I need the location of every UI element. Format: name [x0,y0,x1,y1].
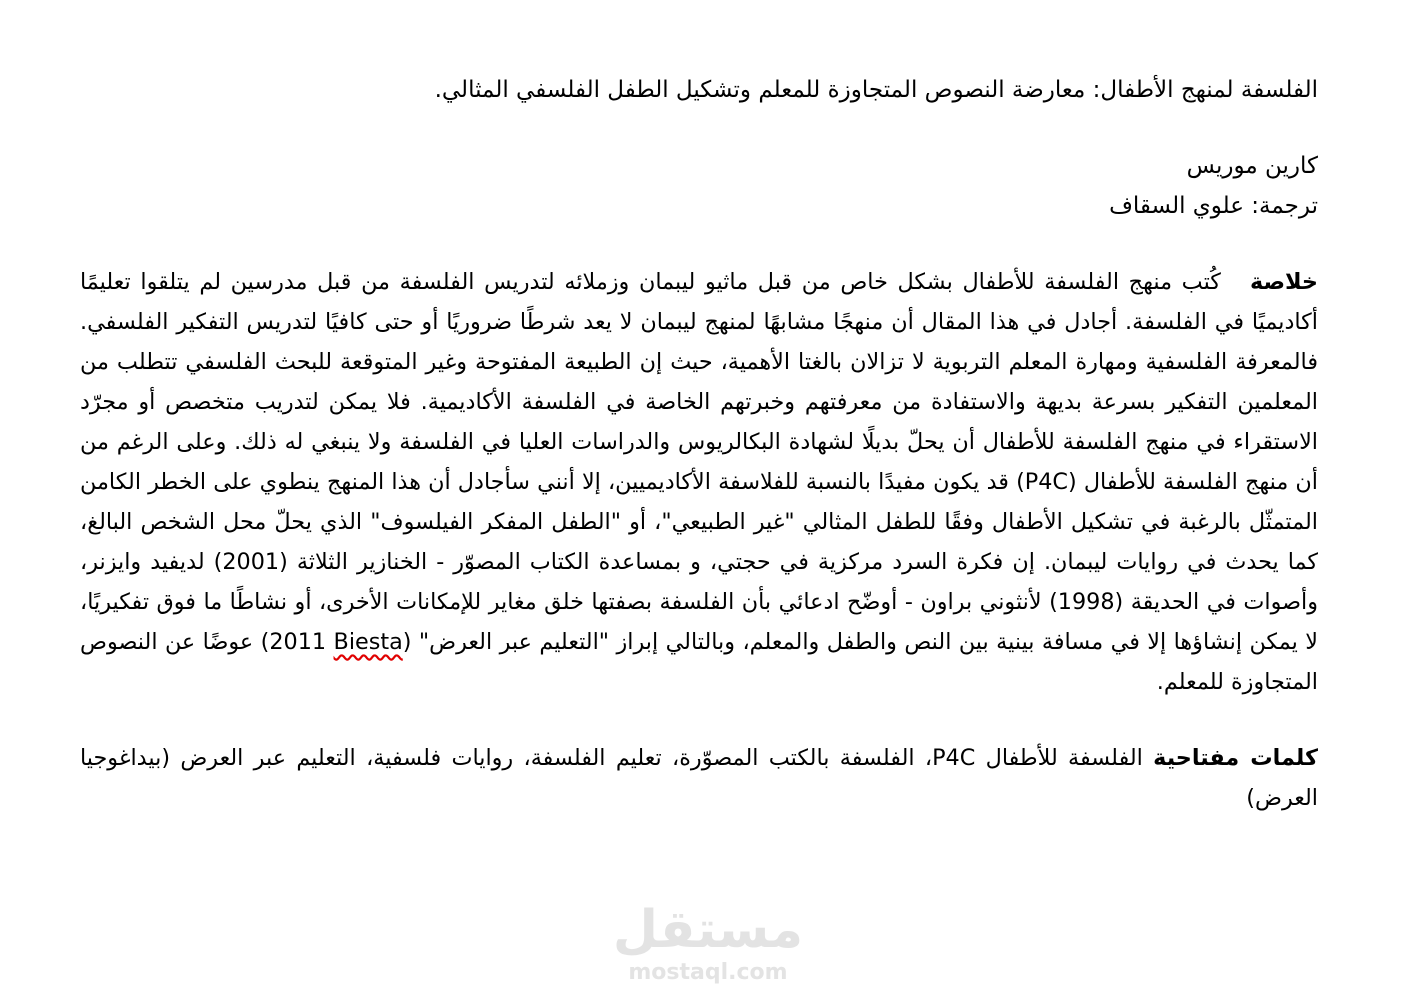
author-name: كارين موريس [1186,153,1318,179]
abstract-paragraph [80,262,1318,702]
keywords-heading: كلمات مفتاحية [1153,745,1318,771]
mostaql-watermark [608,900,808,986]
abstract-citation-name: Biesta [333,629,403,655]
document-page [80,70,1318,818]
watermark-url: mostaql.com [628,960,788,985]
abstract-text-part1: كُتب منهج الفلسفة للأطفال بشكل خاص من قبل ماثيو ليبمان وزملائه لتدريس الفلسفة من قبل مدرسين لم يتلقوا تعليمًا أكاديميًا في الفلسفة. أجادل في هذا المقال أن منهجًا مشابهًا لمنهج ليبمان لا يعد شرطًا ضروريًا أو حتى كافيًا لتدريس التفكير الفلسفي. فالمعرفة الفلسفية ومهارة المعلم التربوية لا تزالان بالغتا الأهمية، حيث إن الطبيعة المفتوحة وغير المتوقعة للبحث الفلسفي تتطلب من المعلمين التفكير بسرعة بديهة والاستفادة من معرفتهم وخبرتهم الخاصة في الفلسفة الأكاديمية. فلا يمكن لتدريب متخصص أو مجرّد الاستقراء في منهج الفلسفة للأطفال أن يحلّ بديلًا لشهادة البكالريوس والدراسات العليا في الفلسفة ولا ينبغي له ذلك. وعلى الرغم من أن منهج الفلسفة للأطفال (P4C) قد يكون مفيدًا بالنسبة للفلاسفة الأكاديميين، إلا أنني سأجادل أن هذا المنهج ينطوي على الخطر الكامن المتمثّل بالرغبة في تشكيل الأطفال وفقًا للطفل المثالي "غير الطبيعي"، أو "الطفل المفكر الفيلسوف" الذي يحلّ محل الشخص البالغ، كما يحدث في روايات ليبمان. إن فكرة السرد مركزية في حجتي، و بمساعدة الكتاب المصوّر - الخنازير الثلاثة (2001) لديفيد وايزنر، وأصوات في الحديقة (1998) لأنثوني براون - أوضّح ادعائي بأن الفلسفة بصفتها خلق مغاير للإمكانات الأخرى، أو نشاطًا ما فوق تفكيريًا، لا يمكن إنشاؤها إلا في مسافة بينية بين النص والطفل والمعلم، وبالتالي إبراز "التعليم عبر العرض" ( [80,269,1319,655]
keywords-text: الفلسفة للأطفال P4C، الفلسفة بالكتب المصوّرة، تعليم الفلسفة، روايات فلسفية، التعليم عبر العرض (بيداغوجيا العرض) [80,745,1318,811]
translator-line: ترجمة: علوي السقاف [1109,193,1318,219]
abstract-text-part2: 2011) عوضًا عن النصوص المتجاوزة للمعلم. [80,629,1318,695]
abstract-heading: خلاصة [1249,269,1319,295]
author-block [80,146,1318,226]
document-title: الفلسفة لمنهج الأطفال: معارضة النصوص المتجاوزة للمعلم وتشكيل الطفل الفلسفي المثالي. [434,77,1318,103]
watermark-logo: مستقل [612,900,804,960]
keywords-paragraph [80,738,1318,818]
